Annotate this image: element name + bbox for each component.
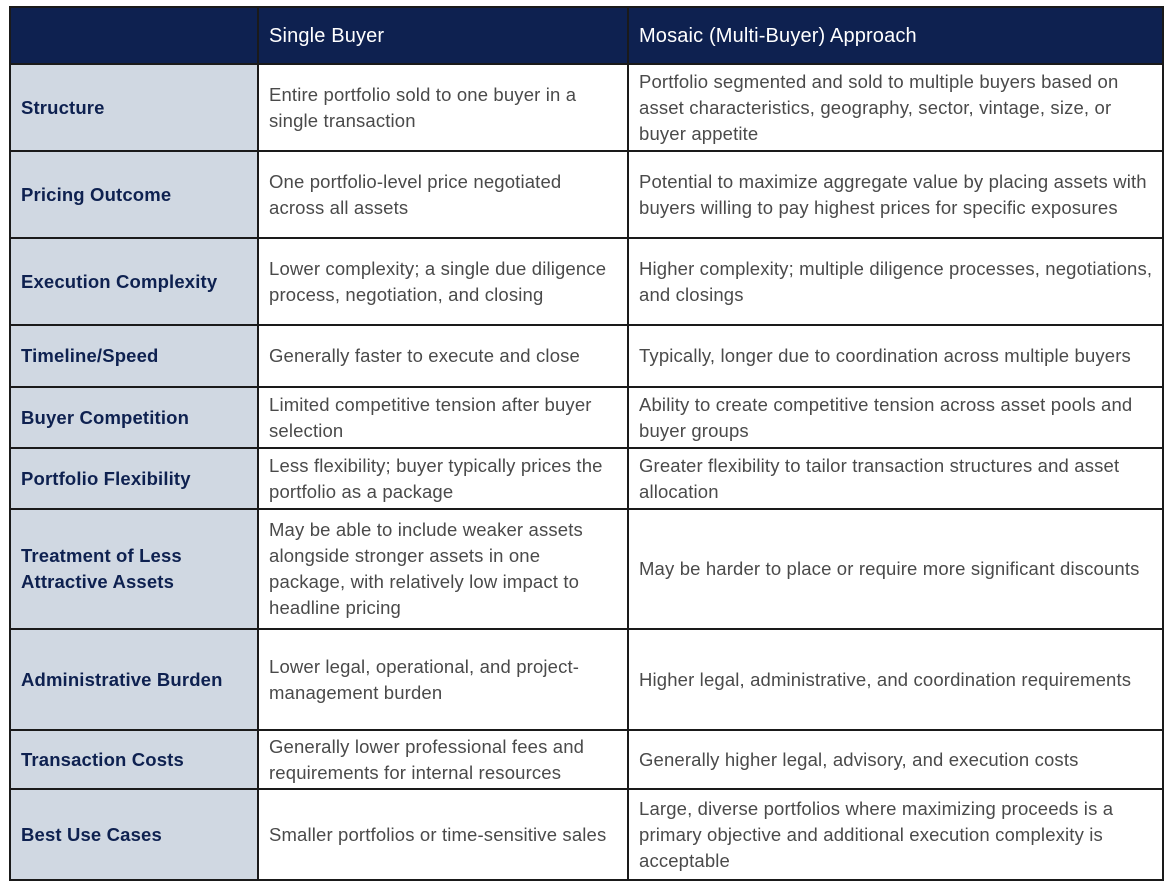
single-buyer-cell: Generally faster to execute and close (258, 325, 628, 387)
row-label: Administrative Burden (10, 629, 258, 730)
mosaic-cell: Ability to create competitive tension across asset pools and buyer groups (628, 387, 1163, 448)
single-buyer-cell: Less flexibility; buyer typically prices the portfolio as a package (258, 448, 628, 509)
row-label: Structure (10, 64, 258, 151)
single-buyer-cell: One portfolio-level price negotiated across all assets (258, 151, 628, 238)
table-row (10, 64, 1163, 151)
table-row (10, 509, 1163, 629)
table-row (10, 629, 1163, 730)
row-label: Portfolio Flexibility (10, 448, 258, 509)
row-label: Timeline/Speed (10, 325, 258, 387)
mosaic-cell: Portfolio segmented and sold to multiple buyers based on asset characteristics, geography, sector, vintage, size, or buyer appetite (628, 64, 1163, 151)
mosaic-cell: Greater flexibility to tailor transaction structures and asset allocation (628, 448, 1163, 509)
table-row (10, 238, 1163, 325)
single-buyer-cell: Limited competitive tension after buyer selection (258, 387, 628, 448)
row-label: Best Use Cases (10, 789, 258, 880)
single-buyer-cell: Entire portfolio sold to one buyer in a single transaction (258, 64, 628, 151)
table-row (10, 789, 1163, 880)
mosaic-cell: May be harder to place or require more significant discounts (628, 509, 1163, 629)
mosaic-cell: Typically, longer due to coordination across multiple buyers (628, 325, 1163, 387)
mosaic-cell: Higher legal, administrative, and coordination requirements (628, 629, 1163, 730)
mosaic-cell: Higher complexity; multiple diligence processes, negotiations, and closings (628, 238, 1163, 325)
row-label: Execution Complexity (10, 238, 258, 325)
table-header-row (10, 7, 1163, 64)
row-label: Buyer Competition (10, 387, 258, 448)
single-buyer-cell: May be able to include weaker assets alongside stronger assets in one package, with relatively low impact to headline pricing (258, 509, 628, 629)
table-row (10, 151, 1163, 238)
header-corner-cell (10, 7, 258, 64)
mosaic-cell: Potential to maximize aggregate value by placing assets with buyers willing to pay highest prices for specific exposures (628, 151, 1163, 238)
row-label: Treatment of Less Attractive Assets (10, 509, 258, 629)
header-mosaic-approach: Mosaic (Multi-Buyer) Approach (628, 7, 1163, 64)
single-buyer-cell: Smaller portfolios or time-sensitive sales (258, 789, 628, 880)
single-buyer-cell: Lower legal, operational, and project-management burden (258, 629, 628, 730)
header-single-buyer: Single Buyer (258, 7, 628, 64)
mosaic-cell: Generally higher legal, advisory, and execution costs (628, 730, 1163, 789)
table-row (10, 325, 1163, 387)
mosaic-cell: Large, diverse portfolios where maximizing proceeds is a primary objective and additional execution complexity is acceptable (628, 789, 1163, 880)
table-row (10, 448, 1163, 509)
table-row (10, 730, 1163, 789)
single-buyer-cell: Generally lower professional fees and requirements for internal resources (258, 730, 628, 789)
single-buyer-cell: Lower complexity; a single due diligence process, negotiation, and closing (258, 238, 628, 325)
row-label: Pricing Outcome (10, 151, 258, 238)
row-label: Transaction Costs (10, 730, 258, 789)
comparison-table (9, 6, 1164, 881)
table-row (10, 387, 1163, 448)
